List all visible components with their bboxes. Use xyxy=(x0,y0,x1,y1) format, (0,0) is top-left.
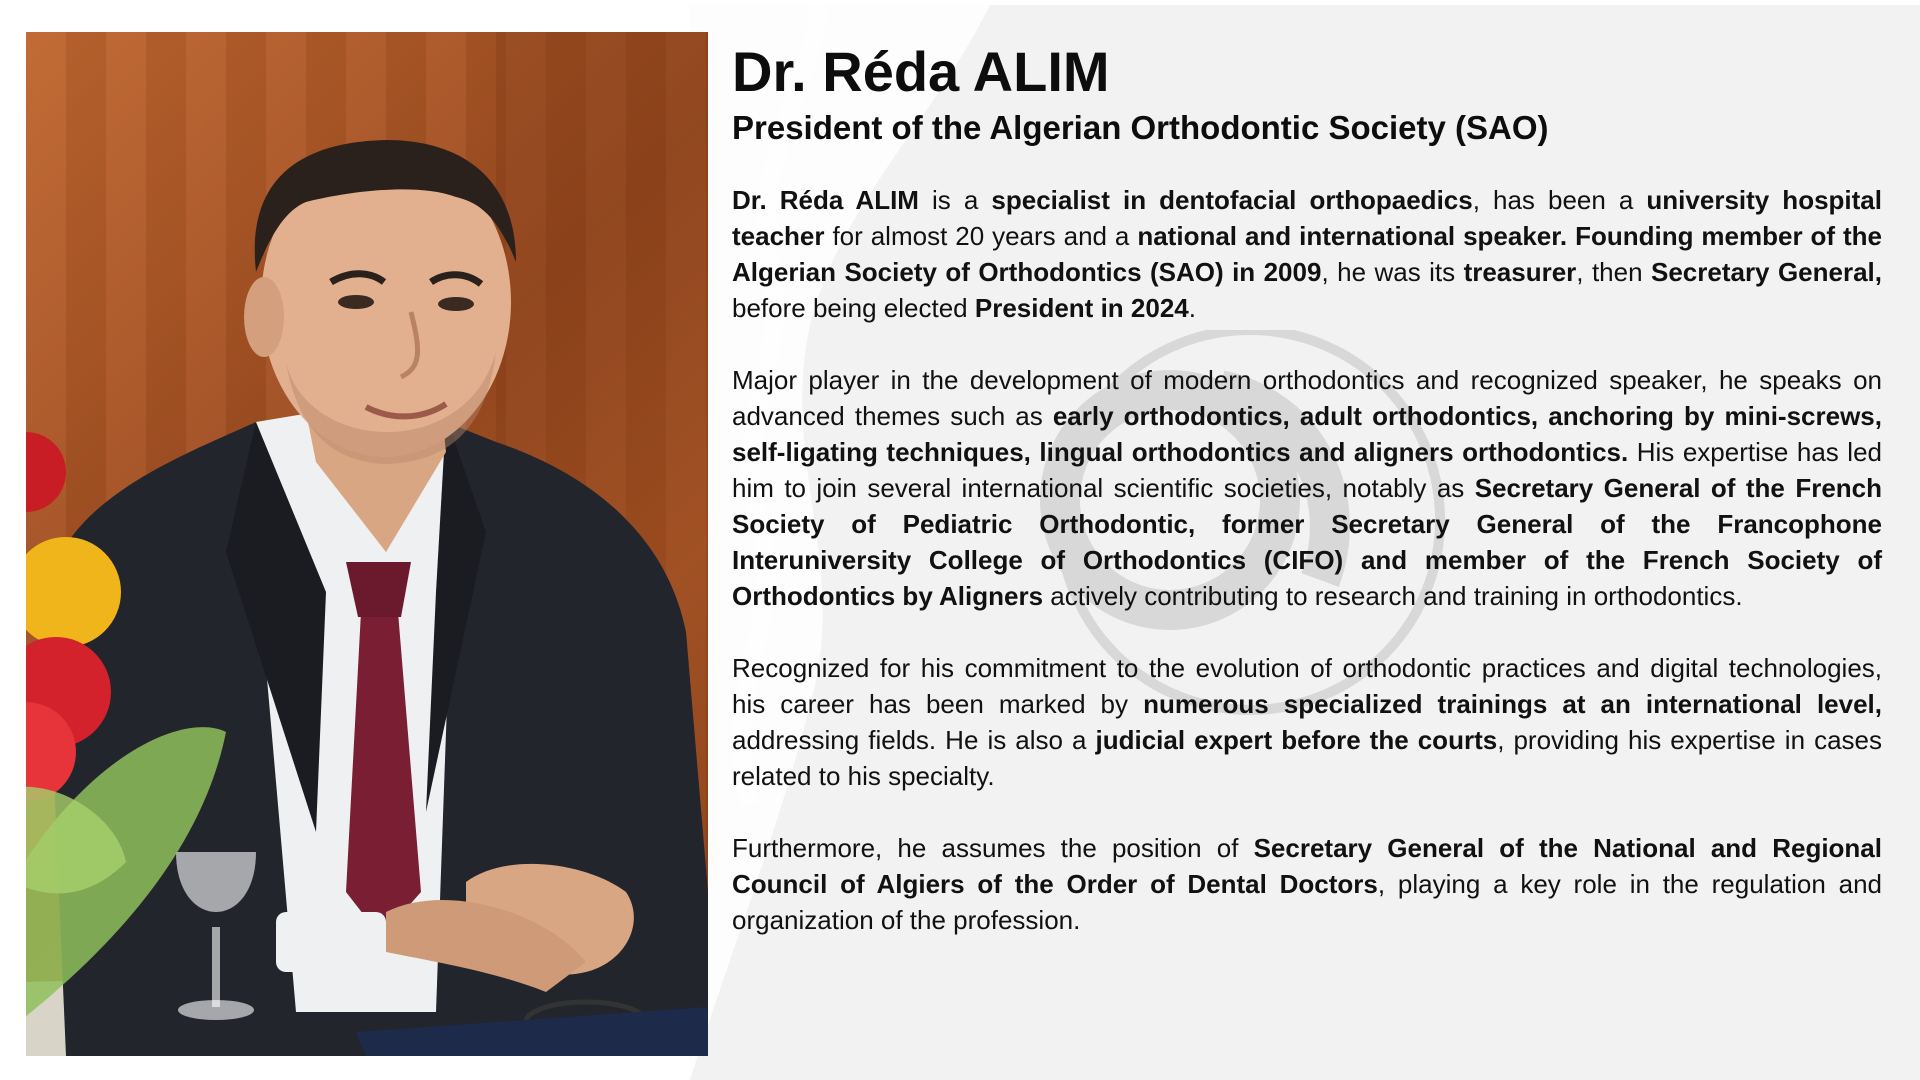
bio-p2-text: His expertise has led him to join several international scientific societies, notably as xyxy=(732,437,1882,503)
person-role: President of the Algerian Orthodontic Society (SAO) xyxy=(732,109,1549,146)
bio-p1-text: for almost 20 years and a xyxy=(824,221,1138,251)
bio-p1-text: , then xyxy=(1576,257,1651,287)
bio-paragraph-1 xyxy=(732,182,1882,326)
person-name: Dr. Réda ALIM xyxy=(732,40,1110,103)
bio-p1-text: , he was its xyxy=(1321,257,1464,287)
bio-p2-text: Major player in the development of modern orthodontics and recognized speaker, he speaks on advanced themes such as xyxy=(732,365,1882,431)
bio-p1-name: Dr. Réda ALIM xyxy=(732,185,919,215)
bio-p1-text: before being elected xyxy=(732,293,975,323)
bio-content xyxy=(732,38,1882,974)
bio-p1-speaker: national and international speaker. Founding member of the Algerian Society of Orthodontics (SAO) in 2009 xyxy=(732,221,1883,287)
bio-p3-text: , providing his expertise in cases related to his specialty. xyxy=(732,725,1882,791)
bio-p3-judicial: judicial expert before the courts xyxy=(1095,725,1498,755)
bio-p1-teacher: university hospital teacher xyxy=(732,185,1882,251)
bio-paragraph-2 xyxy=(732,362,1882,614)
bio-p3-trainings: numerous specialized trainings at an international level, xyxy=(1143,689,1882,719)
bio-p4-council: Secretary General of the National and Regional Council of Algiers of the Order of Dental Doctors xyxy=(732,833,1882,899)
bio-p1-treasurer: treasurer xyxy=(1463,257,1577,287)
portrait-photo xyxy=(26,32,708,1056)
bio-p2-text: actively contributing to research and training in orthodontics. xyxy=(1043,581,1743,611)
bio-p1-text: is a xyxy=(918,185,992,215)
bio-paragraph-4 xyxy=(732,830,1882,938)
bio-p2-themes: early orthodontics, adult orthodontics, anchoring by mini-screws, self-ligating techniques, lingual orthodontics and aligners orthodontics. xyxy=(732,401,1882,467)
bio-p1-text: . xyxy=(1188,293,1196,323)
bio-p4-text: , playing a key role in the regulation and organization of the profession. xyxy=(732,869,1882,935)
bio-p1-text: , has been a xyxy=(1472,185,1647,215)
bio-p1-president: President in 2024 xyxy=(974,293,1189,323)
bio-paragraph-3 xyxy=(732,650,1882,794)
bio-p4-text: Furthermore, he assumes the position of xyxy=(732,833,1254,863)
bio-p3-text: addressing fields. He is also a xyxy=(732,725,1096,755)
bio-p1-specialty: specialist in dentofacial orthopaedics xyxy=(991,185,1473,215)
bio-p3-text: Recognized for his commitment to the evolution of orthodontic practices and digital technologies, his career has been marked by xyxy=(732,653,1882,719)
bio-p1-secretary: Secretary General, xyxy=(1650,257,1883,287)
bio-p2-societies: Secretary General of the French Society of Pediatric Orthodontic, former Secretary General of the Francophone Interuniversity College of Orthodontics (CIFO) and member of the French Society of Orthodontics by Aligners xyxy=(732,473,1882,611)
